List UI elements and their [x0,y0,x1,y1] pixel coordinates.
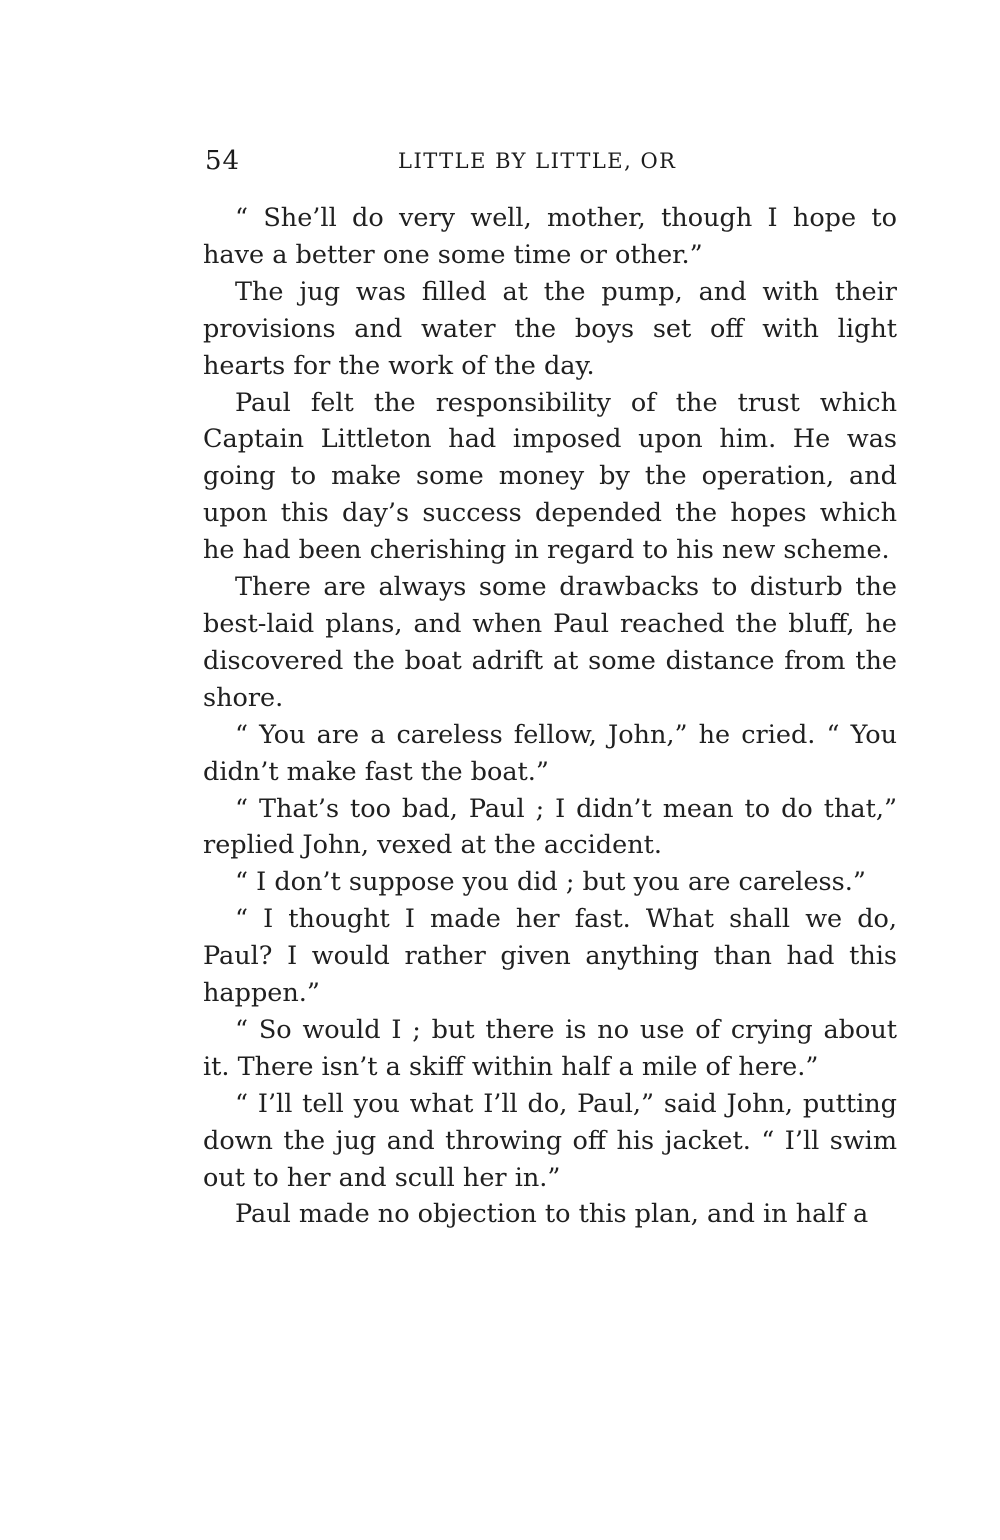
paragraph: “ She’ll do very well, mother, though I hope to have a better one some time or other.” [203,203,897,270]
page-number: 54 [205,146,241,176]
paragraph: Paul felt the responsibility of the trust which Captain Littleton had imposed upon him. He was going to make some money by the operation, and upon this day’s success depended the hopes which he had been cherishing in regard to his new scheme. [203,387,897,566]
paragraph: There are always some drawbacks to disturb the best-laid plans, and when Paul reached the bluff, he discovered the boat adrift at some distance from the shore. [203,572,897,713]
paragraph: The jug was filled at the pump, and with their provisions and water the boys set off with light hearts for the work of the day. [203,276,897,381]
running-head [205,146,895,180]
paragraph: “ So would I ; but there is no use of crying about it. There isn’t a skiff within half a mile of here.” [203,1014,897,1082]
paragraph: “ I’ll tell you what I’ll do, Paul,” said John, putting down the jug and throwing off his jacket. “ I’ll swim out to her and scull her in.” [203,1088,897,1193]
paragraph: “ I thought I made her fast. What shall we do, Paul? I would rather given anything than had this happen.” [203,904,897,1009]
running-title: LITTLE BY LITTLE, OR [398,149,677,173]
paragraph: “ I don’t suppose you did ; but you are careless.” [235,867,866,898]
paragraph: “ You are a careless fellow, John,” he cried. “ You didn’t make fast the boat.” [203,719,897,787]
paragraph: “ That’s too bad, Paul ; I didn’t mean to do that,” replied John, vexed at the accident. [203,793,897,861]
body-text [203,200,897,1233]
paragraph: Paul made no objection to this plan, and in half a [235,1199,869,1230]
